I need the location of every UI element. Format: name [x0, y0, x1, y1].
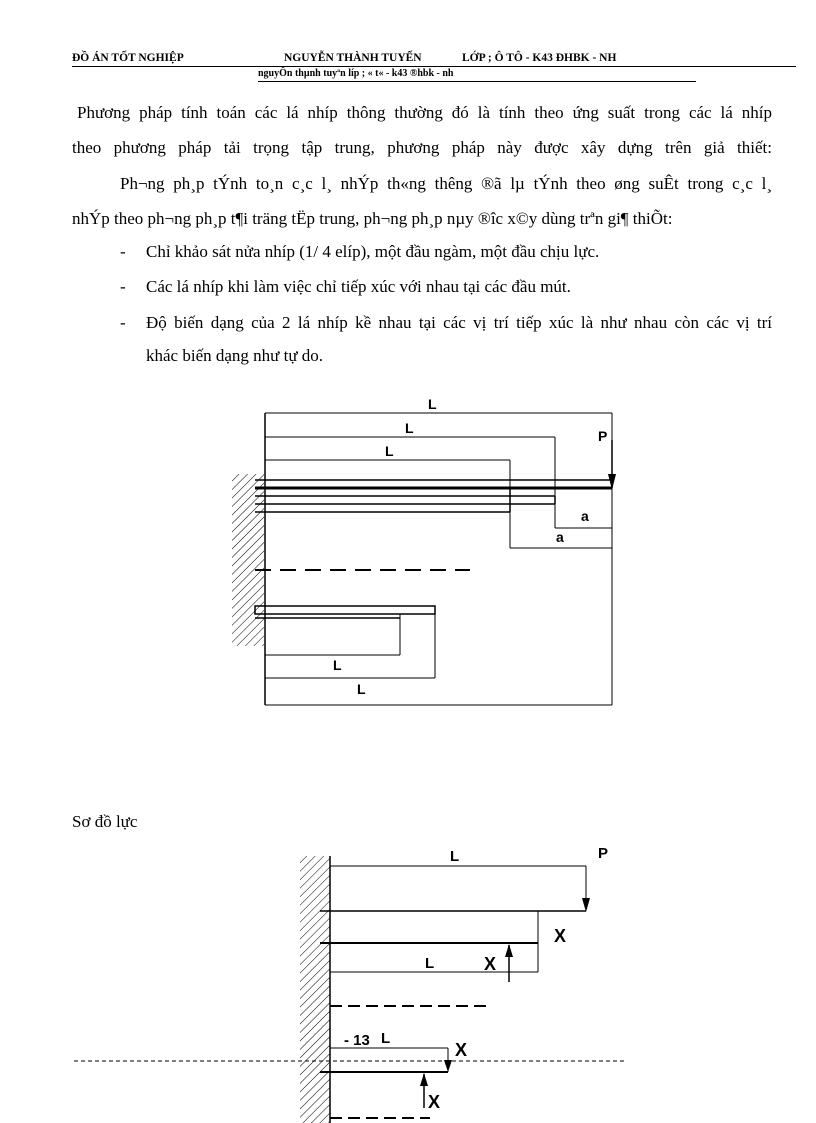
reaction-arrowhead	[420, 1073, 428, 1086]
paragraph-1-line-1: Phương pháp tính toán các lá nhíp thông thường đó là tính theo ứng suất trong các lá nhíp	[77, 103, 772, 122]
label-L: L	[425, 955, 435, 972]
bullet-dash: -	[120, 242, 126, 261]
force-diagram-caption: Sơ đồ lực	[72, 812, 138, 831]
header-class: LỚP ; Ô TÔ - K43 ĐHBK - NH	[462, 52, 617, 64]
force-arrowhead	[444, 1060, 452, 1072]
force-arrowhead	[582, 898, 590, 912]
header-author: NGUYỄN THÀNH TUYẾN	[284, 52, 422, 64]
label-L: L	[405, 420, 414, 436]
label-X: X	[554, 926, 567, 946]
bullet-continuation: khác biến dạng như tự do.	[146, 346, 324, 365]
label-a: a	[556, 529, 564, 545]
paragraph-2-line-1: Ph¬ng ph¸p tÝnh to¸n c¸c l¸ nhÝp th«ng thêng ®ã lµ tÝnh theo øng suÊt trong c¸c l¸	[120, 174, 772, 193]
bullet-dash: -	[120, 277, 126, 296]
label-13: - 13	[344, 1032, 370, 1049]
paragraph-2-line-2: nhÝp theo ph¬ng ph¸p t¶i träng tËp trung, ph¬ng ph¸p nµy ®îc x©y dùng trªn gi¶ thiÕt:	[72, 209, 673, 228]
bullet-text: Độ biến dạng của 2 lá nhíp kề nhau tại các vị trí tiếp xúc là như nhau còn các vị trí	[146, 313, 772, 332]
label-a: a	[581, 508, 589, 524]
bullet-text: Chỉ khảo sát nửa nhíp (1/ 4 elíp), một đầu ngàm, một đầu chịu lực.	[146, 242, 600, 261]
label-X: X	[428, 1092, 441, 1112]
bullet-text: Các lá nhíp khi làm việc chỉ tiếp xúc với nhau tại các đầu mút.	[146, 277, 571, 296]
bullet-dash: -	[120, 313, 126, 332]
label-L: L	[357, 681, 366, 697]
paragraph-1-line-2: theo phương pháp tải trọng tập trung, phương pháp này được xây dựng trên giả thiết:	[72, 138, 772, 157]
label-L: L	[333, 657, 342, 673]
header-garbled: nguyÔn thµnh tuyªn líp ; « t« - k43 ®hbk - nh	[258, 68, 454, 79]
label-P: P	[598, 428, 608, 444]
label-X: X	[484, 954, 497, 974]
label-L: L	[381, 1030, 391, 1047]
reaction-arrowhead	[505, 944, 513, 957]
label-L: L	[428, 396, 437, 412]
label-L: L	[450, 848, 460, 865]
label-X: X	[455, 1040, 468, 1060]
wall-hatch	[300, 856, 330, 1123]
header-left: ĐỒ ÁN TỐT NGHIỆP	[72, 52, 184, 64]
label-L: L	[385, 443, 394, 459]
label-P: P	[598, 845, 609, 862]
